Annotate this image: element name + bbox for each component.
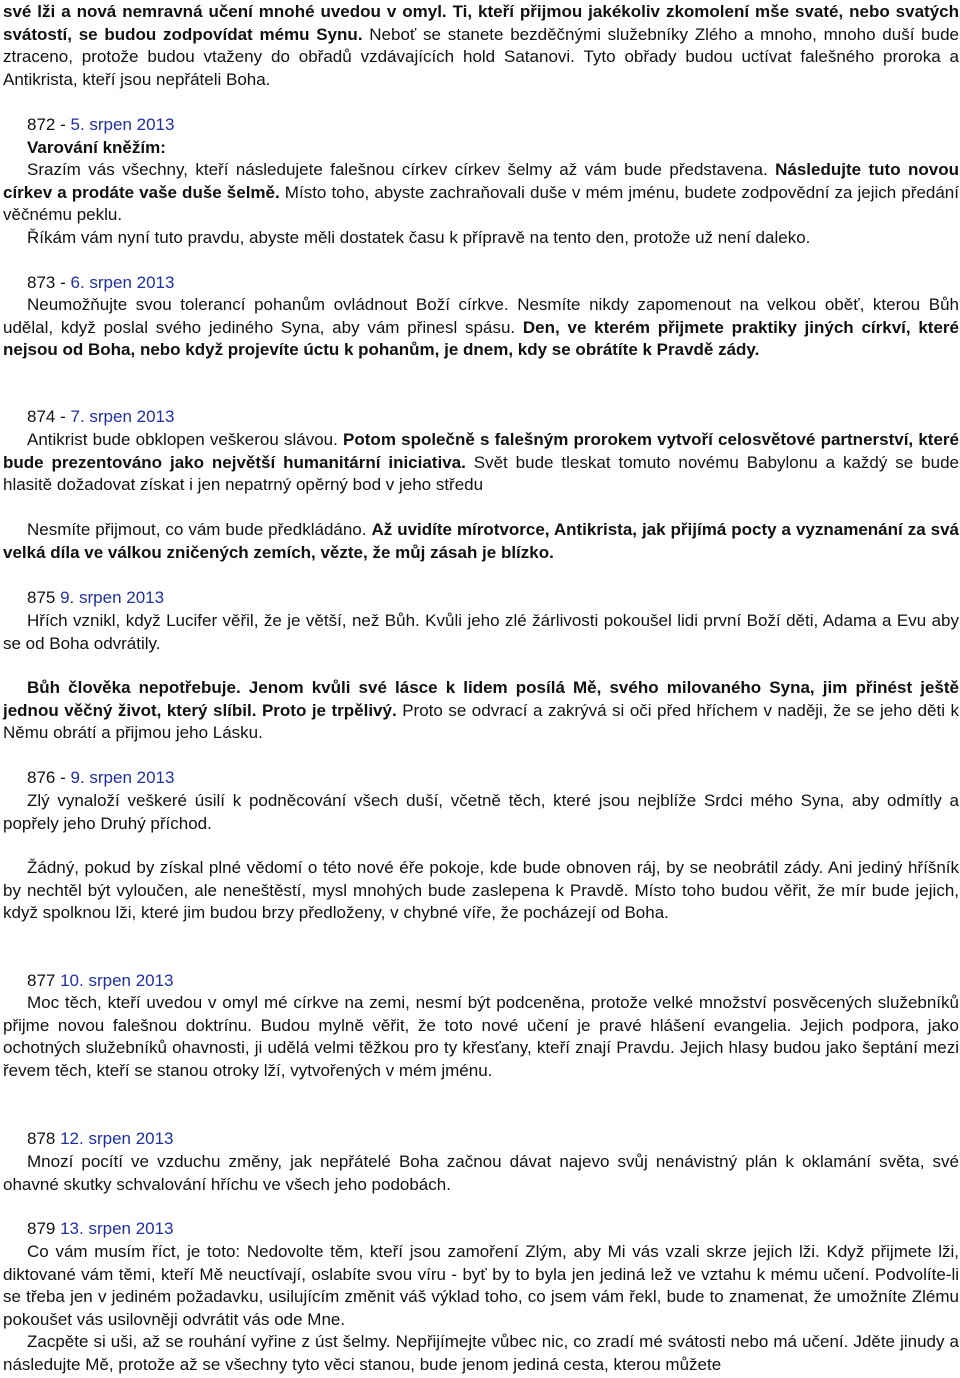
body-text: Hřích vznikl, když Lucifer věřil, že je větší, než Bůh. Kvůli jeho zlé žárlivosti pokoušel lidi první Boží děti, Adama a Evu aby se od Boha odvrátily. <box>3 611 959 653</box>
body-text: Zacpěte si uši, až se rouhání vyřine z úst šelmy. Nepřijímejte vůbec nic, co zradí mé svátosti nebo má učení. Jděte jinudy a následujte Mě, protože až se všechny tyto věci stanou, bude jenom jediná cesta, kterou můžete <box>3 1332 959 1374</box>
message-paragraph <box>3 610 959 655</box>
message-header <box>27 272 174 295</box>
message-paragraph <box>3 1241 959 1331</box>
message-header <box>27 767 174 790</box>
message-header <box>27 587 164 610</box>
message-date: 9. srpen 2013 <box>70 768 175 787</box>
body-text: Svět bude tleskat tomuto novému Babylonu a každý se bude hlasitě dožadovat získat i jen nepatrný opěrný bod v jeho středu <box>3 452 959 494</box>
message-date: 13. srpen 2013 <box>60 1219 174 1238</box>
message-number: 875 <box>27 588 61 607</box>
message-header <box>27 114 174 137</box>
message-paragraph <box>3 519 959 564</box>
message-paragraph <box>3 1151 959 1196</box>
bold-text: Až uvidíte mírotvorce, Antikrista, jak přijímá pocty a vyznamenání za svá velká díla ve válkou zničených zemích, vězte, že můj zásah je blízko. <box>3 520 959 562</box>
message-paragraph <box>3 857 959 925</box>
message-header <box>27 970 174 993</box>
message-number: 876 - <box>27 768 71 787</box>
body-text: Proto se odvrací a zakrývá si oči před hříchem v naději, že se jeho děti k Němu obrátí a přijmou jeho Lásku. <box>3 700 959 742</box>
bold-text: Den, ve kterém přijmete praktiky jiných církví, které nejsou od Boha, nebo když projevíte úctu k pohanům, je dnem, kdy se obrátíte k Pravdě zády. <box>3 317 959 359</box>
message-paragraph <box>3 677 959 745</box>
body-text: Srazím vás všechny, kteří následujete falešnou církev církev šelmy až vám bude představena. <box>27 160 776 179</box>
message-paragraph <box>3 992 959 1082</box>
message-date: 10. srpen 2013 <box>60 971 174 990</box>
message-number: 879 <box>27 1219 61 1238</box>
message-date: 5. srpen 2013 <box>70 115 175 134</box>
message-number: 877 <box>27 971 61 990</box>
message-paragraph <box>3 227 959 250</box>
message-paragraph <box>3 1331 959 1376</box>
message-header <box>27 1128 174 1151</box>
message-date: 6. srpen 2013 <box>70 273 175 292</box>
body-text: Antikrist bude obklopen veškerou slávou. <box>27 430 344 449</box>
message-date: 12. srpen 2013 <box>60 1129 174 1148</box>
message-paragraph <box>3 790 959 835</box>
message-number: 873 - <box>27 273 71 292</box>
body-text: Místo toho, abyste zachraňovali duše v mém jménu, budete zodpovědní za jejich předání věčnému peklu. <box>3 182 959 224</box>
message-number: 874 - <box>27 407 71 426</box>
message-paragraph <box>3 294 959 362</box>
message-date: 9. srpen 2013 <box>60 588 165 607</box>
message-paragraph <box>3 429 959 497</box>
bold-text: Bůh člověka nepotřebuje. Jenom kvůli své lásce k lidem posílá Mě, svého milovaného Syna, jim přinést ještě jednou věčný život, který slíbil. Proto je trpělivý. <box>3 678 959 720</box>
bold-text: své lži a nová nemravná učení mnohé uvedou v omyl. Ti, kteří přijmou jakékoliv zkomolení mše svaté, nebo svatých svátostí, se budou zodpovídat mému Synu. <box>3 2 959 44</box>
body-text: Neboť se stanete bezděčnými služebníky Zlého a mnoho, mnoho duší bude ztraceno, protože budou vtaženy do obřadů vzdávajících hold Satanovi. Tyto obřady budou uctívat falešného proroka a Antikrista, kteří jsou nepřáteli Boha. <box>3 24 959 89</box>
body-text: Zlý vynaloží veškeré úsilí k podněcování všech duší, včetně těch, které jsou nejblíže Srdci mého Syna, aby odmítly a popřely jeho Druhý příchod. <box>3 791 959 833</box>
intro-paragraph <box>3 1 959 91</box>
message-header <box>27 1218 174 1241</box>
body-text: Neumožňujte svou tolerancí pohanům ovládnout Boží církve. Nesmíte nikdy zapomenout na velkou oběť, kterou Bůh udělal, když poslal svého jediného Syna, aby vám přinesl spásu. <box>3 295 959 337</box>
message-paragraph <box>3 137 959 160</box>
message-paragraph <box>3 159 959 227</box>
body-text: Říkám vám nyní tuto pravdu, abyste měli dostatek času k přípravě na tento den, protože už není daleko. <box>27 228 811 247</box>
body-text: Moc těch, kteří uvedou v omyl mé církve na zemi, nesmí být podceněna, protože velké množství posvěcených služebníků přijme novou falešnou doktrínu. Budou mylně věřit, že toto nové učení je pravé hlášení evangelia. Jejich podpora, jako ochotných služebníků ohavnosti, ji udělá velmi těžkou pro ty křesťany, kteří znají Pravdu. Jejich hlasy budou jako šeptání mezi řevem těch, kteří se stanou otroky lží, vytvořených v mém jménu. <box>3 993 959 1080</box>
message-header <box>27 406 174 429</box>
message-number: 872 - <box>27 115 71 134</box>
bold-text: Následujte tuto novou církev a prodáte vaše duše šelmě. <box>3 160 960 202</box>
message-date: 7. srpen 2013 <box>70 407 175 426</box>
bold-text: Varování kněžím: <box>27 138 166 157</box>
message-number: 878 <box>27 1129 61 1148</box>
bold-text: Potom společně s falešným prorokem vytvoří celosvětové partnerství, které bude prezentováno jako největší humanitární iniciativa. <box>3 430 959 472</box>
body-text: Mnozí pocítí ve vzduchu změny, jak nepřátelé Boha začnou dávat najevo svůj nenávistný plán k oklamání světa, své ohavné skutky schvalování hříchu ve všech jeho podobách. <box>3 1152 959 1194</box>
body-text: Co vám musím říct, je toto: Nedovolte těm, kteří jsou zamoření Zlým, aby Mi vás vzali skrze jejich lži. Když přijmete lži, diktované vám těmi, kteří Mě neuctívají, oslabíte svou víru - byť by to byla jen jediná lež ve vztahu k mému učení. Podvolíte-li se třeba jen v jediném požadavku, usilujícím změnit váš výklad toho, co jsem vám řekl, bude to znamenat, že umožníte Zlému pokoušet vás usilovněji odvrátit vás ode Mne. <box>3 1242 959 1329</box>
body-text: Nesmíte přijmout, co vám bude předkládáno. <box>27 520 372 539</box>
body-text: Žádný, pokud by získal plné vědomí o této nové éře pokoje, kde bude obnoven ráj, by se neobrátil zády. Ani jediný hříšník by nechtěl být vyloučen, ale neneštěstí, mysl mnohých bude zaslepena k Pravdě. Místo toho budou věřit, že mír bude jejich, když spolknou lži, které jim budou brzy předloženy, v chybné víře, že pocházejí od Boha. <box>3 858 959 922</box>
